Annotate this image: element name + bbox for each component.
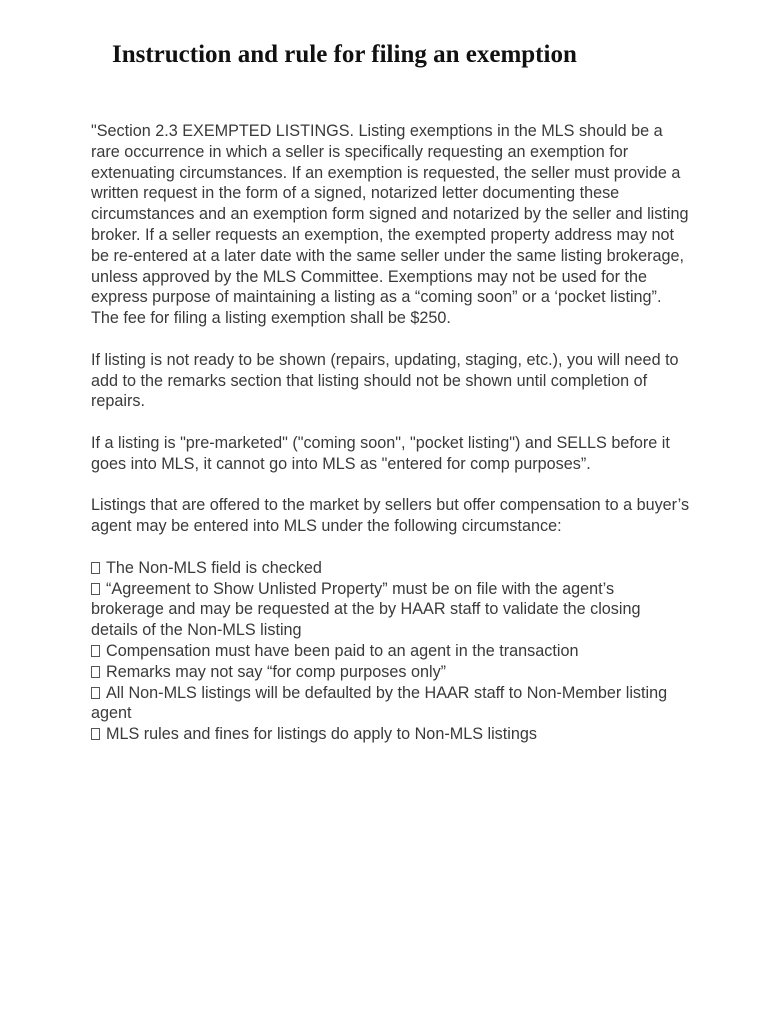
list-item — [91, 641, 691, 662]
circumstance-list — [91, 558, 691, 745]
list-item — [91, 662, 691, 683]
document-body — [91, 121, 691, 745]
paragraph-compensation-intro: Listings that are offered to the market by sellers but offer compensation to a buyer’s agent may be entered into MLS under the following circumstance: — [91, 496, 690, 536]
list-item — [91, 558, 691, 579]
paragraph-not-ready: If listing is not ready to be shown (repairs, updating, staging, etc.), you will need to add to the remarks section that listing should not be shown until completion of repairs. — [91, 350, 679, 411]
checkbox-glyph-icon — [91, 728, 100, 740]
checkbox-glyph-icon — [91, 666, 100, 678]
list-item — [91, 683, 691, 725]
checkbox-glyph-icon — [91, 645, 100, 657]
list-item-text: The Non-MLS field is checked — [106, 558, 322, 577]
checkbox-glyph-icon — [91, 687, 100, 699]
checkbox-glyph-icon — [91, 562, 100, 574]
list-item-text: Remarks may not say “for comp purposes only” — [106, 662, 447, 681]
list-item — [91, 724, 691, 745]
paragraph-pre-marketed: If a listing is "pre-marketed" ("coming soon", "pocket listing") and SELLS before it goes into MLS, it cannot go into MLS as "entered for comp purposes”. — [91, 433, 670, 473]
list-item-text: All Non-MLS listings will be defaulted by the HAAR staff to Non-Member listing agent — [91, 683, 668, 723]
list-item-text: MLS rules and fines for listings do apply to Non-MLS listings — [106, 725, 537, 744]
list-item-text: “Agreement to Show Unlisted Property” must be on file with the agent’s brokerage and may be requested at the by HAAR staff to validate the closing details of the Non-MLS listing — [91, 579, 641, 640]
paragraph-section-2-3: "Section 2.3 EXEMPTED LISTINGS. Listing exemptions in the MLS should be a rare occurrence in which a seller is specifically requesting an exemption for extenuating circumstances. If an exemption is requested, the seller must provide a written request in the form of a signed, notarized letter documenting these circumstances and an exemption form signed and notarized by the seller and listing broker. If a seller requests an exemption, the exempted property address may not be re-entered at a later date with the same seller under the same listing brokerage, unless approved by the MLS Committee. Exemptions may not be used for the express purpose of maintaining a listing as a “coming soon” or a ‘pocket listing”. The fee for filing a listing exemption shall be $250. — [91, 122, 689, 328]
document-title: Instruction and rule for filing an exemption — [112, 41, 577, 68]
list-item-text: Compensation must have been paid to an agent in the transaction — [106, 641, 579, 660]
checkbox-glyph-icon — [91, 583, 100, 595]
list-item — [91, 579, 691, 641]
